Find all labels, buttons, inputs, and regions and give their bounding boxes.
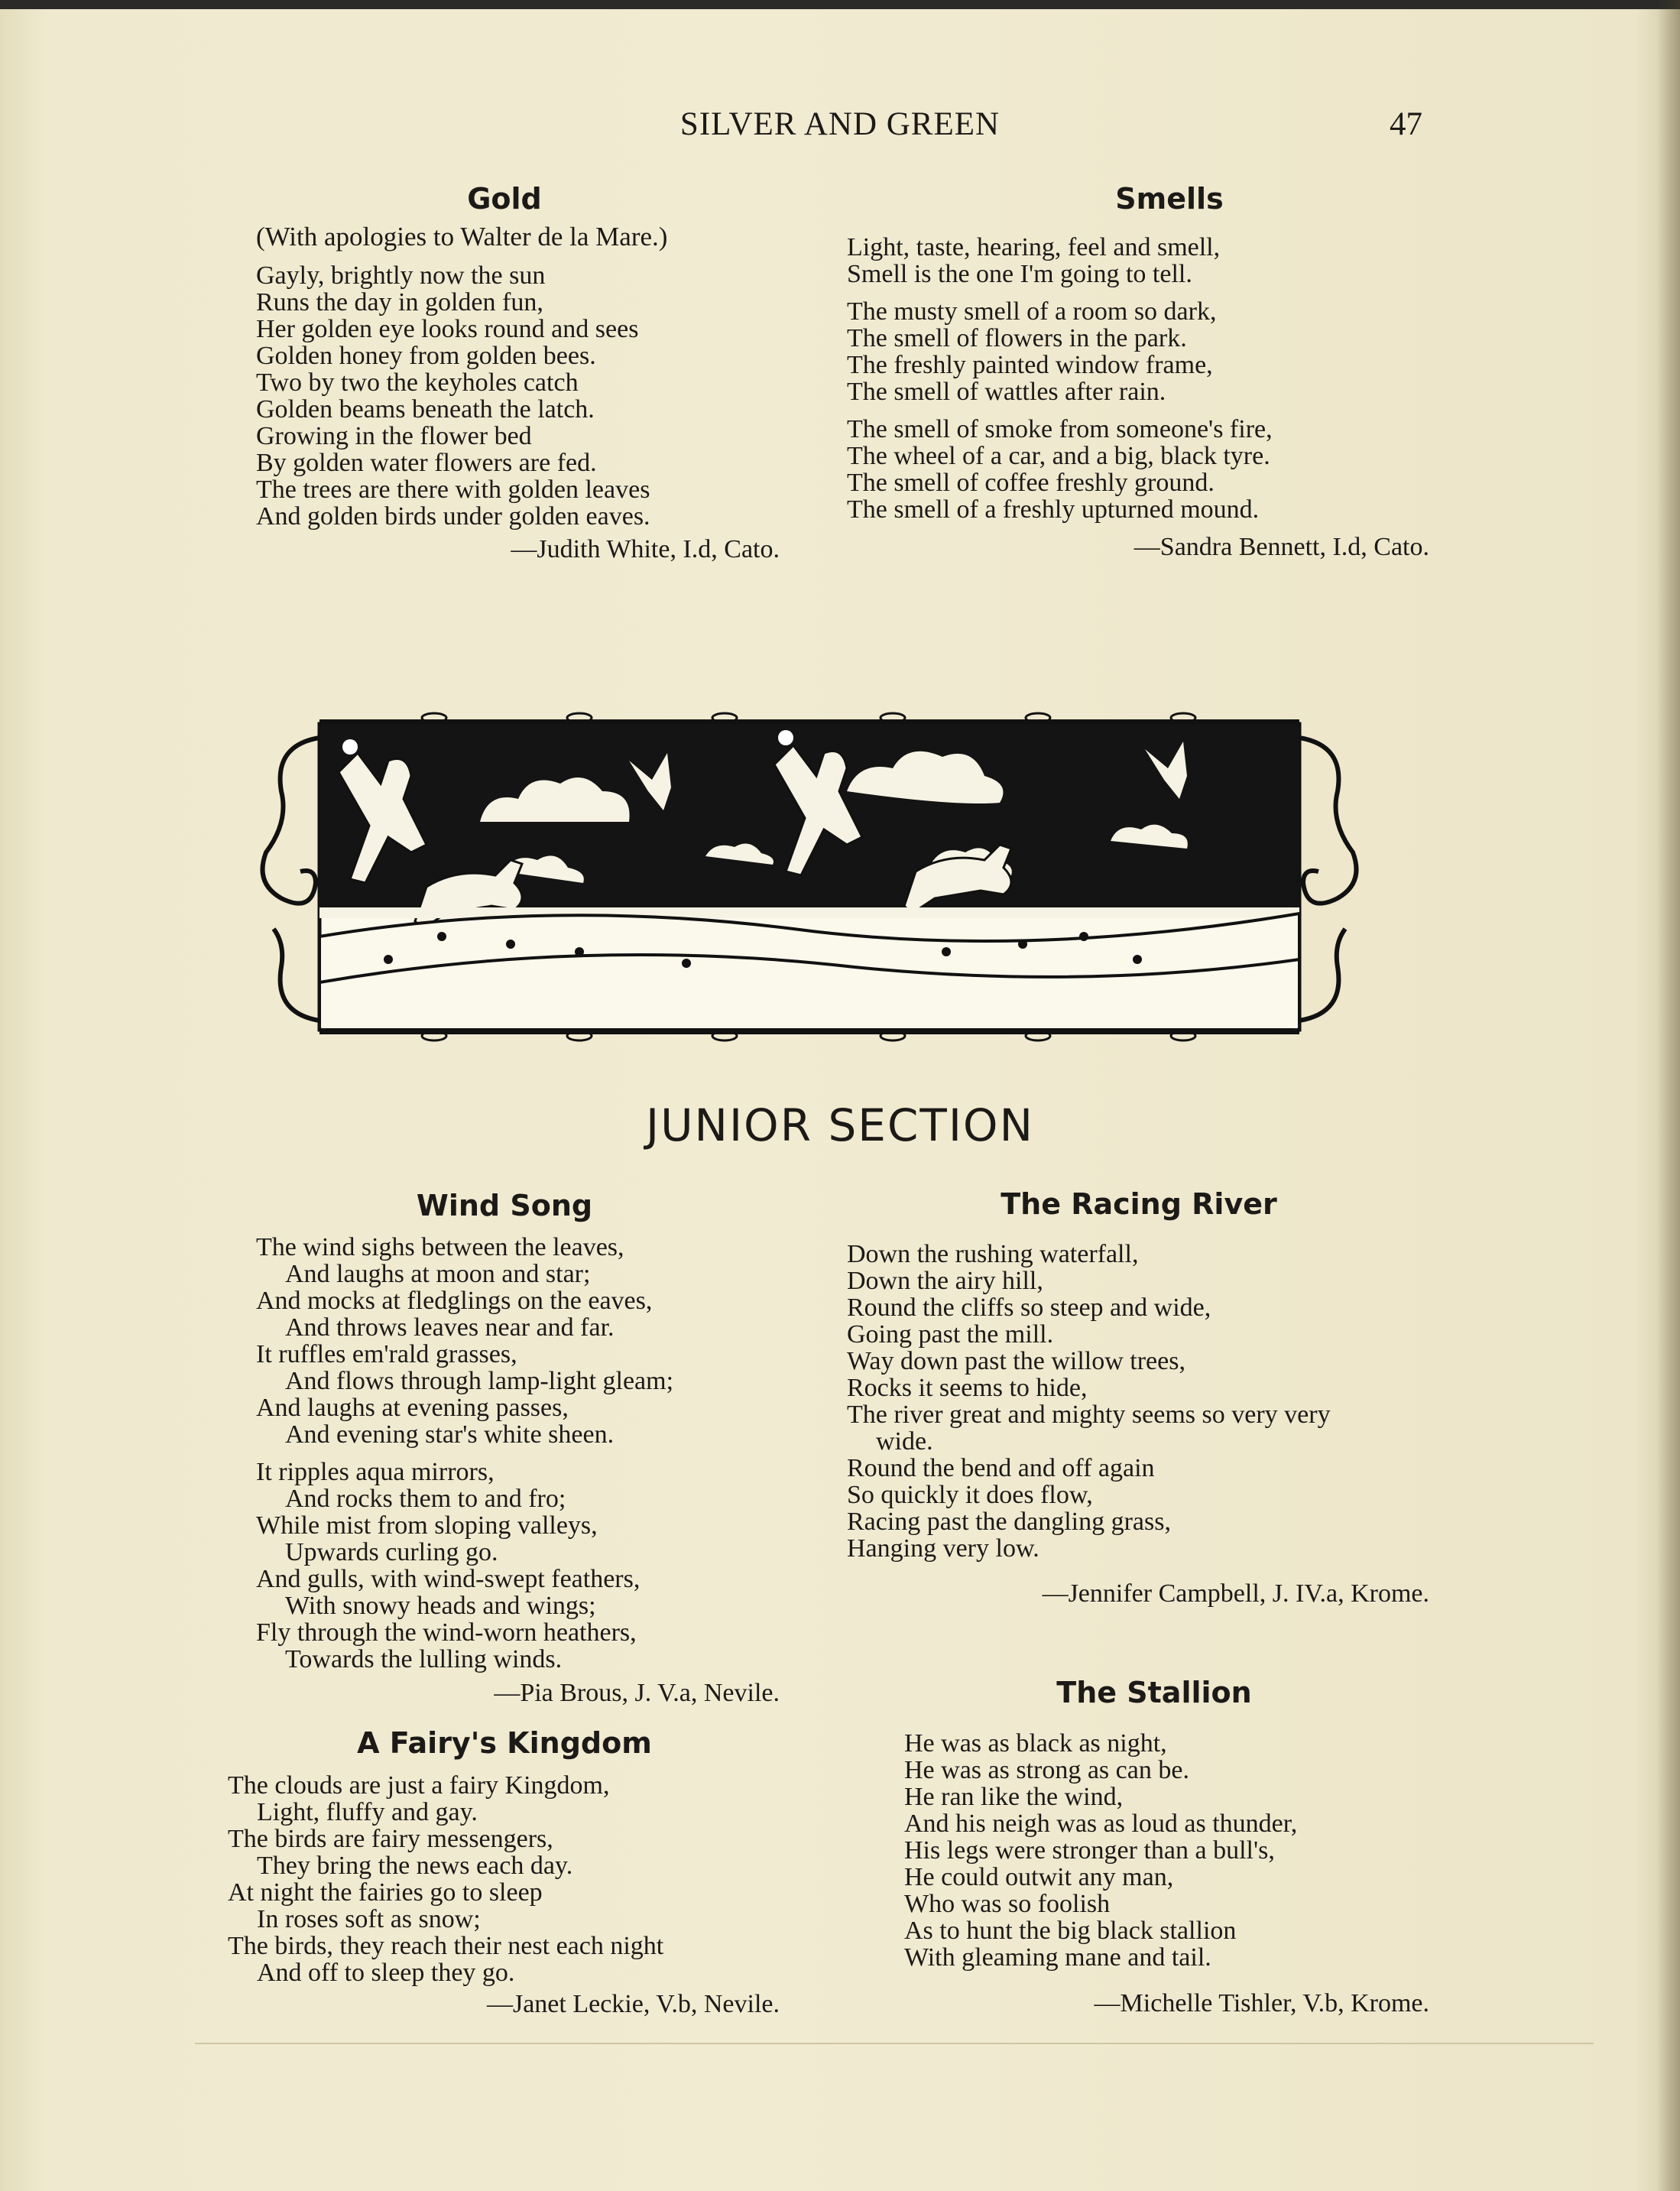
poem-line: Runs the day in golden fun, [256, 288, 543, 316]
poem-line: The trees are there with golden leaves [256, 476, 650, 504]
poem-line: Fly through the wind-worn heathers, [256, 1618, 637, 1647]
poem-line: With gleaming mane and tail. [904, 1943, 1211, 1972]
poem-line: Two by two the keyholes catch [256, 368, 579, 397]
poem-author-smells: —Sandra Bennett, I.d, Cato. [1134, 533, 1429, 561]
poem-line: Racing past the dangling grass, [847, 1508, 1171, 1536]
poem-line: The smell of flowers in the park. [847, 324, 1187, 352]
poem-author-stallion: —Michelle Tishler, V.b, Krome. [1094, 1989, 1429, 2017]
poem-line: And laughs at evening passes, [256, 1394, 569, 1422]
poem-body-wind-song [256, 1234, 673, 1673]
poem-line: They bring the news each day. [257, 1852, 573, 1880]
poem-line: His legs were stronger than a bull's, [904, 1836, 1275, 1865]
poem-line: Golden beams beneath the latch. [256, 395, 595, 424]
poem-line: Her golden eye looks round and sees [256, 315, 639, 343]
poem-body-smells [847, 234, 1273, 523]
poem-line: And rocks them to and fro; [285, 1485, 566, 1513]
poem-line: Down the airy hill, [847, 1267, 1043, 1295]
poem-line: While mist from sloping valleys, [256, 1511, 598, 1540]
poem-title-stallion: The Stallion [1056, 1676, 1252, 1709]
poem-line: The birds, they reach their nest each night [228, 1932, 664, 1960]
poem-author-fairys-kingdom: —Janet Leckie, V.b, Nevile. [486, 1990, 780, 2018]
poem-line: Smell is the one I'm going to tell. [847, 260, 1192, 288]
poem-line: Light, taste, hearing, feel and smell, [847, 233, 1221, 261]
poem-line: Growing in the flower bed [256, 422, 532, 450]
poem-line: And his neigh was as loud as thunder, [904, 1810, 1298, 1838]
footer-rule [195, 2043, 1594, 2044]
poem-line: wide. [876, 1427, 933, 1456]
poem-line: Down the rushing waterfall, [847, 1240, 1139, 1268]
poem-line: Round the cliffs so steep and wide, [847, 1294, 1211, 1322]
poem-line: Upwards curling go. [285, 1538, 498, 1566]
poem-title-fairys-kingdom: A Fairy's Kingdom [357, 1726, 652, 1760]
poem-title-gold: Gold [467, 182, 542, 216]
running-title: SILVER AND GREEN [679, 106, 1001, 142]
poem-line: The wheel of a car, and a big, black tyre. [847, 442, 1270, 470]
poem-line: The smell of smoke from someone's fire, [847, 415, 1273, 443]
poem-line: It ripples aqua mirrors, [256, 1458, 495, 1486]
poem-line: The wind sighs between the leaves, [256, 1233, 624, 1261]
stanza-break [847, 287, 1273, 298]
decorative-banner-icon [258, 707, 1361, 1047]
poem-line: As to hunt the big black stallion [904, 1917, 1237, 1945]
poem-title-wind-song: Wind Song [416, 1189, 593, 1222]
scan-edge-bar [0, 0, 1680, 9]
poem-line: He could outwit any man, [904, 1863, 1174, 1891]
poem-line: He was as black as night, [904, 1729, 1167, 1758]
poem-line: So quickly it does flow, [847, 1481, 1093, 1509]
poem-line: The musty smell of a room so dark, [847, 297, 1217, 326]
poem-body-racing-river [847, 1241, 1331, 1562]
poem-line: The birds are fairy messengers, [228, 1825, 553, 1853]
poem-line: Who was so foolish [904, 1890, 1111, 1918]
poem-line: And throws leaves near and far. [285, 1313, 615, 1342]
poem-line: The smell of a freshly upturned mound. [847, 495, 1260, 524]
poem-line: Towards the lulling winds. [285, 1645, 563, 1673]
poem-line: The smell of coffee freshly ground. [847, 469, 1215, 497]
poem-line: He was as strong as can be. [904, 1756, 1189, 1784]
poem-line: And golden birds under golden eaves. [256, 502, 650, 531]
poem-line: And gulls, with wind-swept feathers, [256, 1565, 641, 1593]
poem-line: It ruffles em'rald grasses, [256, 1340, 517, 1368]
poem-subtitle-gold: (With apologies to Walter de la Mare.) [256, 222, 668, 252]
poem-line: The clouds are just a fairy Kingdom, [228, 1771, 610, 1800]
poem-title-racing-river: The Racing River [1001, 1187, 1277, 1221]
poem-line: In roses soft as snow; [257, 1905, 481, 1933]
page-gutter-shadow [1657, 0, 1680, 2191]
poem-line: Golden honey from golden bees. [256, 342, 596, 370]
poem-line: And laughs at moon and star; [285, 1260, 591, 1288]
poem-line: Light, fluffy and gay. [257, 1798, 478, 1826]
poem-author-gold: —Judith White, I.d, Cato. [511, 535, 780, 563]
poem-title-smells: Smells [1115, 182, 1224, 216]
poem-author-wind-song: —Pia Brous, J. V.a, Nevile. [494, 1679, 780, 1707]
poem-body-gold [256, 262, 650, 530]
poem-line: And off to sleep they go. [257, 1959, 515, 1987]
poem-line: Gayly, brightly now the sun [256, 261, 546, 290]
poem-body-stallion [904, 1730, 1297, 1971]
poem-line: Rocks it seems to hide, [847, 1374, 1088, 1402]
poem-line: The river great and mighty seems so very very [847, 1401, 1331, 1429]
poem-line: The freshly painted window frame, [847, 351, 1213, 379]
poem-line: The smell of wattles after rain. [847, 378, 1166, 406]
poem-body-fairys-kingdom [228, 1772, 663, 1986]
poem-line: And evening star's white sheen. [285, 1420, 615, 1449]
section-title: JUNIOR SECTION [646, 1099, 1034, 1151]
stanza-break [847, 405, 1273, 416]
poem-line: He ran like the wind, [904, 1783, 1124, 1811]
poem-author-racing-river: —Jennifer Campbell, J. IV.a, Krome. [1042, 1579, 1429, 1608]
poem-line: Way down past the willow trees, [847, 1347, 1185, 1375]
poem-line: At night the fairies go to sleep [228, 1878, 543, 1907]
poem-line: Round the bend and off again [847, 1454, 1155, 1482]
poem-line: Going past the mill. [847, 1320, 1054, 1349]
poem-line: And flows through lamp-light gleam; [285, 1367, 674, 1395]
poem-line: With snowy heads and wings; [285, 1592, 596, 1620]
poem-line: By golden water flowers are fed. [256, 449, 597, 477]
stanza-break [256, 1448, 673, 1459]
page-number: 47 [1390, 106, 1422, 142]
poem-line: Hanging very low. [847, 1534, 1039, 1563]
poem-line: And mocks at fledglings on the eaves, [256, 1287, 653, 1315]
